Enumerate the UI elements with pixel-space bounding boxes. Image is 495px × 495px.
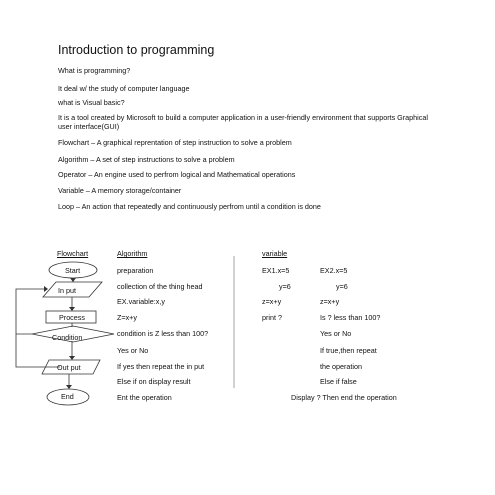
algorithm-step: Z=x+y — [117, 313, 137, 322]
header-flowchart: Flowchart — [57, 249, 89, 258]
algorithm-step: Ent the operation — [117, 393, 172, 402]
algorithm-step: collection of the thing head — [117, 282, 203, 291]
algorithm-step: preparation — [117, 266, 154, 275]
end-label: End — [61, 392, 74, 401]
header-algorithm: Algorithm — [117, 249, 148, 258]
ex2-line: Else if false — [320, 377, 357, 386]
ex2-line: If true,then repeat — [320, 346, 377, 355]
algorithm-step: EX.variable:x,y — [117, 297, 165, 306]
definition-variable: Variable – A memory storage/container — [58, 186, 182, 195]
definition-loop: Loop – An action that repeatedly and continuously perfrom until a condition is done — [58, 202, 321, 211]
question-visual-basic: what is Visual basic? — [58, 98, 125, 107]
start-label: Start — [65, 266, 81, 275]
ex2-line: y=6 — [336, 282, 348, 291]
answer-visual-basic: It is a tool created by Microsoft to build a computer application in a user-friendly environment that supports Graphical user interface(GUI) — [58, 113, 428, 131]
ex1-line: print ? — [262, 313, 282, 322]
display-line: Display ? Then end the operation — [291, 393, 397, 402]
ex2-line: Is ? less than 100? — [320, 313, 381, 322]
input-label: In put — [58, 286, 76, 295]
algorithm-step: Else if on display result — [117, 377, 191, 386]
ex2-line: EX2.x=5 — [320, 266, 348, 275]
header-variable: variable — [262, 249, 288, 258]
process-label: Process — [59, 313, 85, 322]
algorithm-step: If yes then repeat the in put — [117, 362, 205, 371]
definition-algorithm: Algorithm – A set of step instructions to solve a problem — [58, 155, 235, 164]
answer-programming: It deal w/ the study of computer language — [58, 84, 190, 93]
ex2-line: the operation — [320, 362, 362, 371]
ex1-line: z=x+y — [262, 297, 282, 306]
algorithm-step: Yes or No — [117, 346, 149, 355]
definition-flowchart: Flowchart – A graphical reprentation of step instruction to solve a problem — [58, 138, 292, 147]
algorithm-step: condition is Z less than 100? — [117, 329, 209, 338]
ex1-line: EX1.x=5 — [262, 266, 290, 275]
page-title: Introduction to programming — [58, 43, 215, 57]
definition-operator: Operator – An engine used to perfrom logical and Mathematical operations — [58, 170, 296, 179]
ex1-line: y=6 — [279, 282, 291, 291]
output-label: Out put — [57, 363, 81, 372]
question-programming: What is programming? — [58, 66, 131, 75]
ex2-line: Yes or No — [320, 329, 352, 338]
condition-label: Condition — [52, 333, 83, 342]
ex2-line: z=x+y — [320, 297, 340, 306]
